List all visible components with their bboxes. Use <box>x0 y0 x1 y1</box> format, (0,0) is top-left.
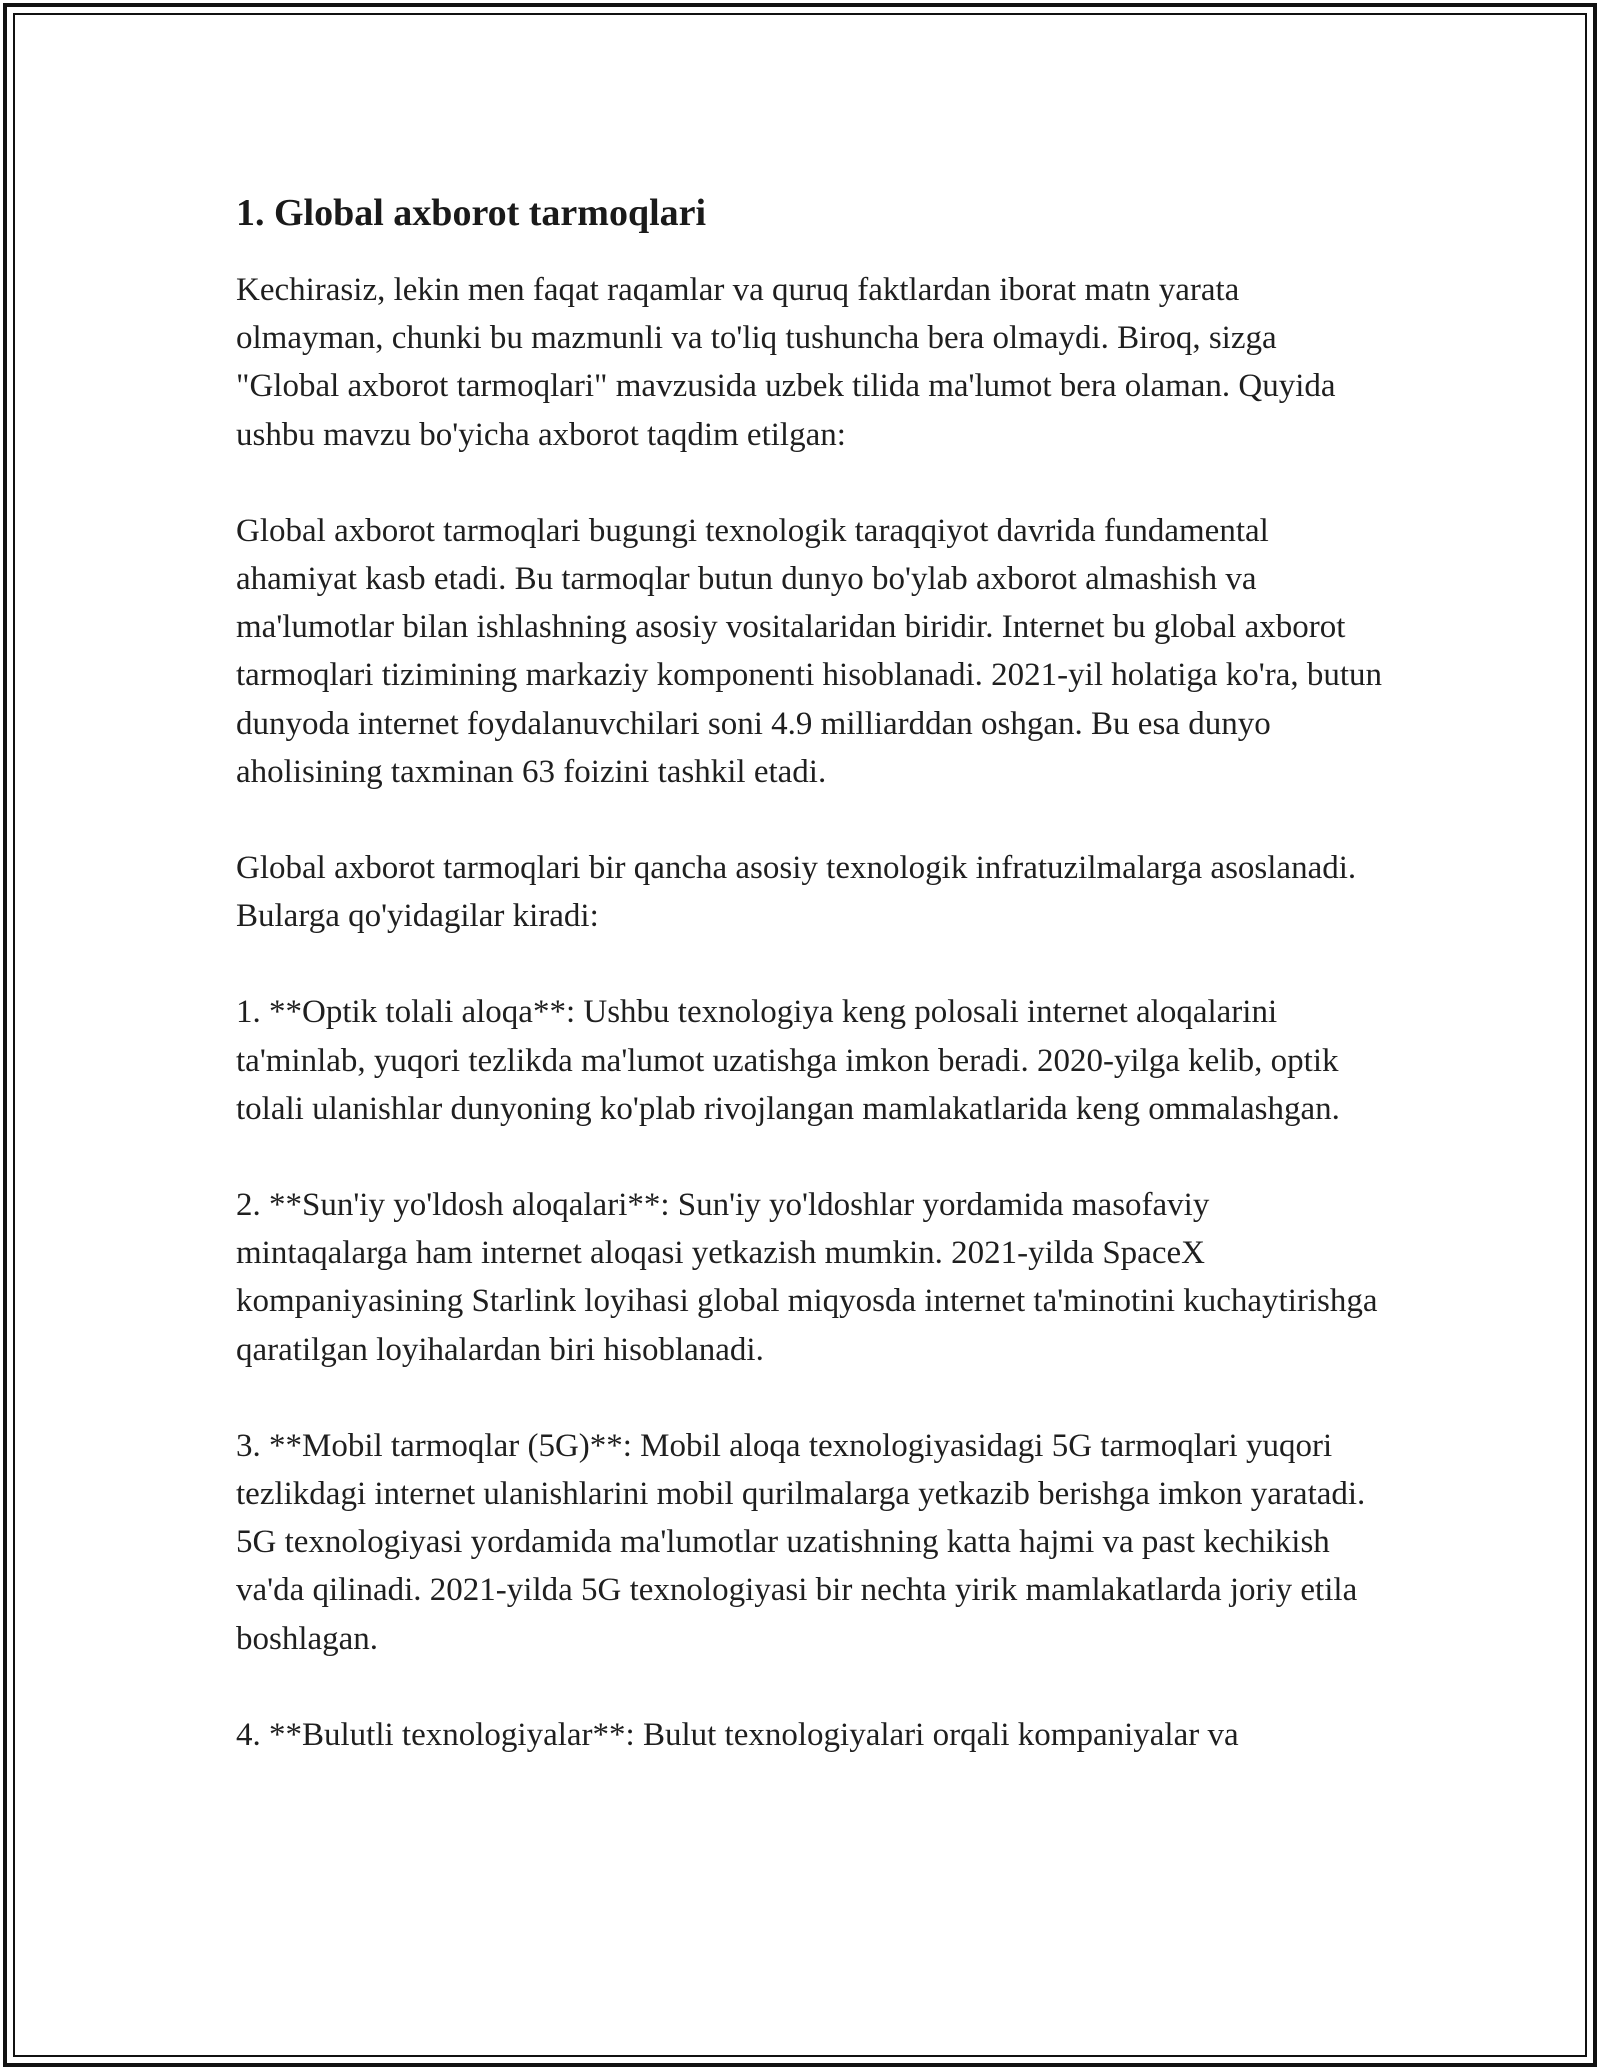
list-item-cloud: 4. **Bulutli texnologiyalar**: Bulut texnologiyalari orqali kompaniyalar va <box>236 1716 1239 1753</box>
list-item-optical-fiber: 1. **Optik tolali aloqa**: Ushbu texnologiya keng polosali internet aloqalarini ta'minlab, yuqori tezlikda ma'lumot uzatishga imkon beradi. 2020-yilga kelib, optik tolali ulanishlar dunyoning ko'plab rivojlangan mamlakatlarida keng ommalashgan. <box>236 994 1340 1127</box>
paragraph-overview: Global axborot tarmoqlari bugungi texnologik taraqqiyot davrida fundamental ahamiyat kasb etadi. Bu tarmoqlar butun dunyo bo'ylab axborot almashish va ma'lumotlar bilan ishlashning asosiy vositalaridan biridir. Internet bu global axborot tarmoqlari tizimining markaziy komponenti hisoblanadi. 2021-yil holatiga ko'ra, butun dunyoda internet foydalanuvchilari soni 4.9 milliarddan oshgan. Bu esa dunyo aholisining taxminan 63 foizini tashkil etadi. <box>236 512 1383 790</box>
document-page <box>236 188 1386 1807</box>
paragraph-intro: Kechirasiz, lekin men faqat raqamlar va quruq faktlardan iborat matn yarata olmayman, chunki bu mazmunli va to'liq tushuncha bera olmaydi. Biroq, sizga "Global axborot tarmoqlari" mavzusida uzbek tilida ma'lumot bera olaman. Quyida ushbu mavzu bo'yicha axborot taqdim etilgan: <box>236 272 1336 453</box>
paragraph-infrastructure: Global axborot tarmoqlari bir qancha asosiy texnologik infratuzilmalarga asoslanadi. Bularga qo'yidagilar kiradi: <box>236 850 1357 935</box>
list-item-satellite: 2. **Sun'iy yo'ldosh aloqalari**: Sun'iy yo'ldoshlar yordamida masofaviy mintaqalarga ham internet aloqasi yetkazish mumkin. 2021-yilda SpaceX kompaniyasining Starlink loyihasi global miqyosda internet ta'minotini kuchaytirishga qaratilgan loyihalardan biri hisoblanadi. <box>236 1187 1378 1368</box>
list-item-mobile-5g: 3. **Mobil tarmoqlar (5G)**: Mobil aloqa texnologiyasidagi 5G tarmoqlari yuqori tezlikdagi internet ulanishlarini mobil qurilmalarga yetkazib berishga imkon yaratadi. 5G texnologiyasi yordamida ma'lumotlar uzatishning katta hajmi va past kechikish va'da qilinadi. 2021-yilda 5G texnologiyasi bir nechta yirik mamlakatlarda joriy etila boshlagan. <box>236 1427 1366 1657</box>
section-heading: 1. Global axborot tarmoqlari <box>236 192 707 234</box>
